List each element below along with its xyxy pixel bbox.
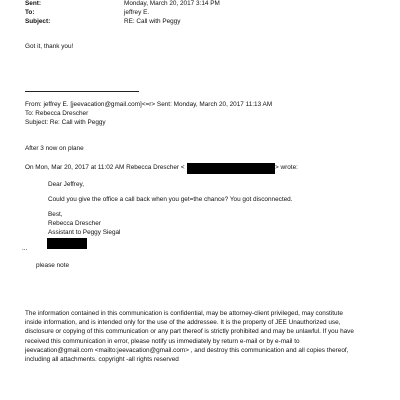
quoted-name: Rebecca Drescher — [48, 220, 101, 227]
subject-label: Subject: — [25, 18, 51, 25]
forwarded-from: From: jeffrey E. [jeevacation@gmail.com]<=r> Sent: Monday, March 20, 2017 11:13 AM — [25, 101, 273, 108]
disclaimer-line: disclosure or copying of this communication or any part thereof is strictly prohibited and may be unlawful. If you have — [25, 328, 354, 336]
to-label: To: — [25, 9, 35, 16]
reply-body: Got it, thank you! — [25, 43, 74, 50]
disclaimer-line: including all attachments. copyright -all rights reserved — [25, 356, 179, 364]
quoted-title: Assistant to Peggy Siegal — [48, 229, 121, 236]
disclaimer-line: jeevacation@gmail.com <mailto:jeevacation@gmail.com> , and destroy this communication and all copies thereof, — [25, 346, 349, 354]
ellipsis: ... — [22, 245, 28, 252]
quote-intro-end: > wrote: — [275, 164, 298, 171]
to-value: jeffrey E. — [124, 9, 150, 16]
quoted-greeting: Dear Jeffrey, — [48, 181, 84, 188]
disclaimer-line: received this communication in error, please notify us immediately by return e-mail or by e-mail to — [25, 337, 300, 345]
sent-value: Monday, March 20, 2017 3:14 PM — [124, 0, 220, 7]
quote-intro-start: On Mon, Mar 20, 2017 at 11:02 AM Rebecca Drescher < — [25, 164, 185, 171]
quoted-signoff: Best, — [48, 211, 63, 218]
quoted-body: Could you give the office a call back when you get=the chance? You got disconnected. — [48, 196, 293, 203]
divider-line — [25, 91, 139, 92]
after-text: After 3 now on plane — [25, 145, 84, 152]
redaction-box — [47, 238, 87, 249]
disclaimer — [25, 309, 377, 364]
please-note: please note — [36, 262, 70, 269]
disclaimer-line: The information contained in this communication is confidential, may be attorney-client privileged, may constitute — [25, 310, 343, 317]
disclaimer-line: inside information, and is intended only for the use of the addressee. It is the property of JEE Unauthorized use, — [25, 319, 341, 327]
forwarded-subject: Subject: Re: Call with Peggy — [25, 119, 106, 126]
sent-label: Sent: — [25, 0, 41, 7]
subject-value: RE: Call with Peggy — [124, 18, 181, 25]
forwarded-to: To: Rebecca Drescher — [25, 110, 89, 117]
redaction-box — [187, 163, 275, 174]
